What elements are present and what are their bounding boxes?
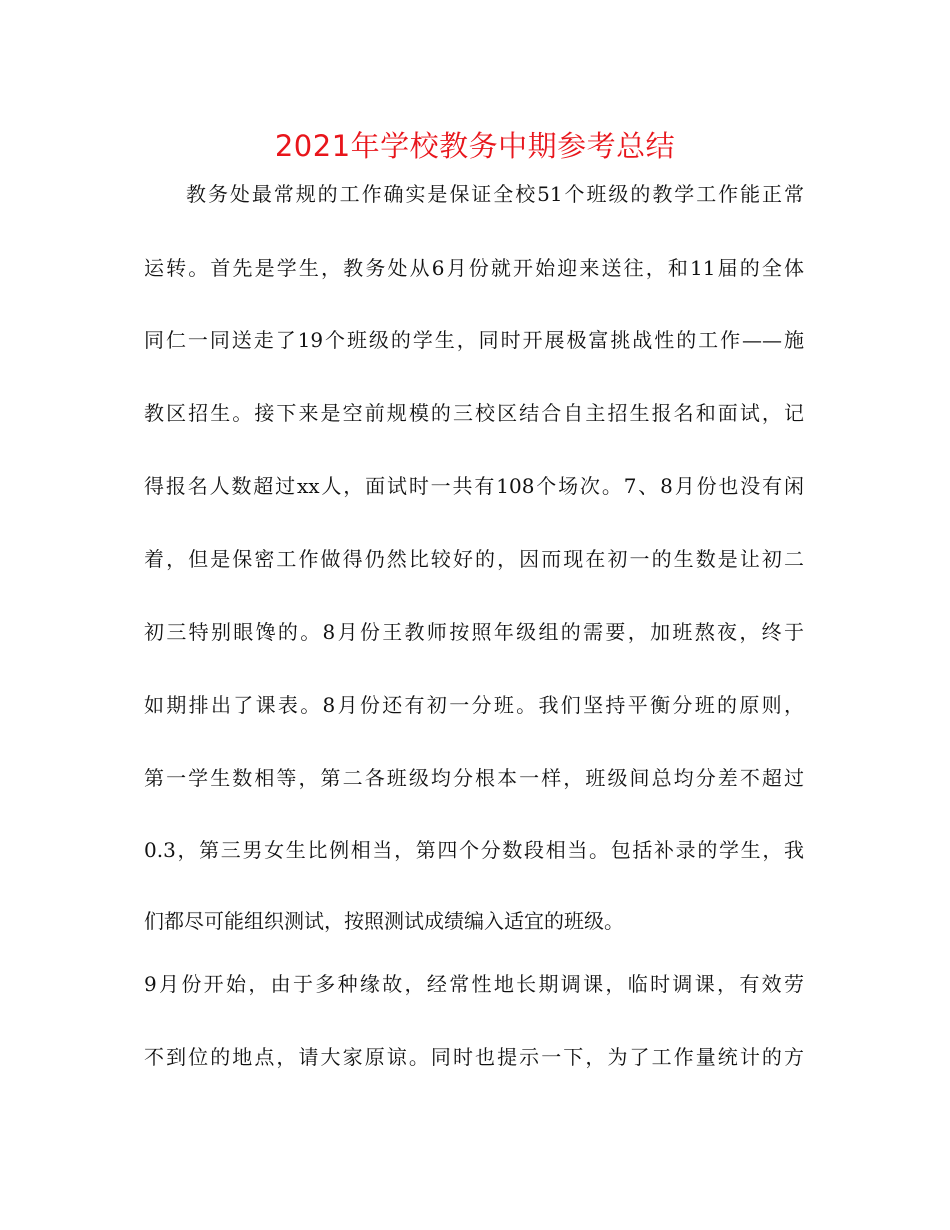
paragraph-line: 得报名人数超过xx人，面试时一共有108个场次。7、8月份也没有闲 <box>144 474 804 498</box>
paragraph-line: 教务处最常规的工作确实是保证全校51个班级的教学工作能正常 <box>186 182 804 206</box>
paragraph-line: 运转。首先是学生，教务处从6月份就开始迎来送往，和11届的全体 <box>144 256 804 280</box>
paragraph-line: 不到位的地点，请大家原谅。同时也提示一下，为了工作量统计的方 <box>144 1045 804 1069</box>
paragraph-line: 教区招生。接下来是空前规模的三校区结合自主招生报名和面试，记 <box>144 401 804 425</box>
paragraph-line: 初三特别眼馋的。8月份王教师按照年级组的需要，加班熬夜，终于 <box>144 620 804 644</box>
paragraph-line: 着，但是保密工作做得仍然比较好的，因而现在初一的生数是让初二 <box>144 547 804 571</box>
paragraph-line: 们都尽可能组织测试，按照测试成绩编入适宜的班级。 <box>144 909 624 933</box>
paragraph-line: 9月份开始，由于多种缘故，经常性地长期调课，临时调课，有效劳 <box>144 972 804 996</box>
document-title: 2021年学校教务中期参考总结 <box>274 129 676 163</box>
paragraph-line: 0.3，第三男女生比例相当，第四个分数段相当。包括补录的学生，我 <box>144 838 804 862</box>
paragraph-line: 同仁一同送走了19个班级的学生，同时开展极富挑战性的工作——施 <box>144 328 804 352</box>
paragraph-line: 如期排出了课表。8月份还有初一分班。我们坚持平衡分班的原则， <box>144 693 804 717</box>
paragraph-line: 第一学生数相等，第二各班级均分根本一样，班级间总均分差不超过 <box>144 766 804 790</box>
